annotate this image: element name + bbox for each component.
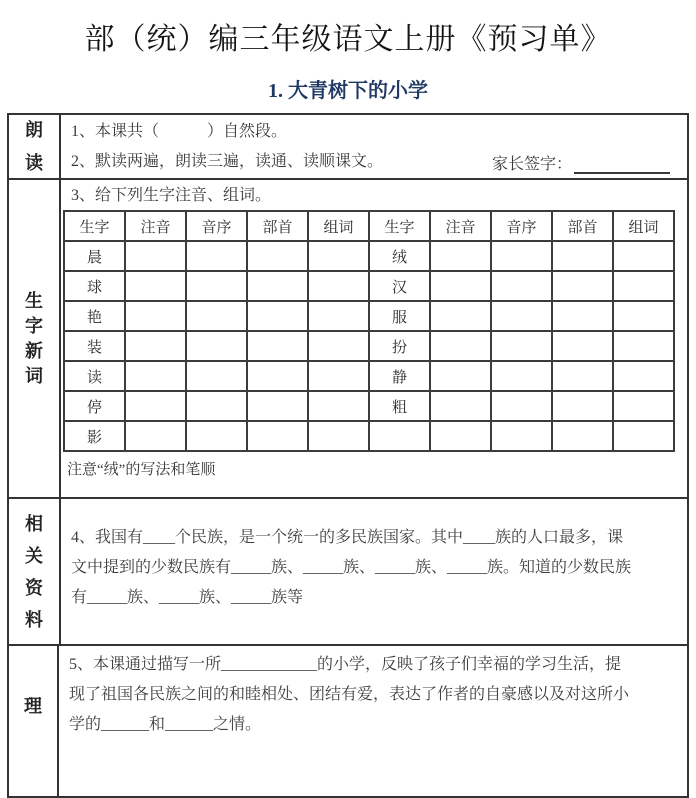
column-header: 注音 <box>430 211 491 241</box>
blank-fill-cell <box>491 391 552 421</box>
words-instruction: 3、给下列生字注音、组词。 <box>71 187 272 204</box>
lesson-subtitle: 1. 大青树下的小学 <box>268 80 428 102</box>
blank-fill-cell <box>369 421 430 451</box>
comprehension-content <box>59 646 687 796</box>
column-header: 注音 <box>125 211 186 241</box>
blank-fill-cell <box>491 331 552 361</box>
blank-fill-cell <box>308 361 369 391</box>
signature-blank-line <box>574 158 670 174</box>
blank-fill-cell <box>125 301 186 331</box>
blank-fill-cell <box>125 331 186 361</box>
text-line: 现了祖国各民族之间的和睦相处、团结有爱，表达了作者的自豪感以及对这所小 <box>69 686 630 703</box>
text-line: 4、我国有____个民族，是一个统一的多民族国家。其中____族的人口最多，课 <box>71 529 624 546</box>
blank-fill-cell <box>186 361 247 391</box>
text-line: 2、默读两遍，朗读三遍，读通、读顺课文。 <box>71 153 384 170</box>
blank-fill-cell <box>308 241 369 271</box>
column-header: 部首 <box>247 211 308 241</box>
blank-fill-cell <box>552 421 613 451</box>
blank-fill-cell <box>247 301 308 331</box>
row-label-new-words: 生字新词 <box>9 180 61 497</box>
comprehension-paragraph <box>59 646 687 740</box>
character-cell: 读 <box>64 361 125 391</box>
text-line: 1、本课共（ ）自然段。 <box>71 123 288 140</box>
blank-fill-cell <box>186 421 247 451</box>
character-cell: 停 <box>64 391 125 421</box>
blank-fill-cell <box>491 301 552 331</box>
new-words-content <box>61 180 687 497</box>
blank-fill-cell <box>491 241 552 271</box>
blank-fill-cell <box>430 241 491 271</box>
blank-fill-cell <box>125 241 186 271</box>
character-cell: 汉 <box>369 271 430 301</box>
blank-fill-cell <box>613 391 674 421</box>
row-comprehension <box>9 644 687 796</box>
table-row <box>64 271 674 301</box>
row-label-related-material: 相关资料 <box>9 499 61 644</box>
parent-signature <box>492 151 670 174</box>
text-line: 文中提到的少数民族有_____族、_____族、_____族、_____族。知道的少数民族 <box>71 559 632 576</box>
blank-fill-cell <box>613 421 674 451</box>
blank-fill-cell <box>613 361 674 391</box>
row-label-reading: 朗读 <box>9 115 61 178</box>
row-reading <box>9 115 687 178</box>
writing-note: 注意“绒”的写法和笔顺 <box>67 462 216 478</box>
blank-fill-cell <box>308 391 369 421</box>
blank-fill-cell <box>430 391 491 421</box>
table-row <box>64 331 674 361</box>
worksheet-table <box>7 113 689 798</box>
blank-fill-cell <box>430 331 491 361</box>
character-cell: 装 <box>64 331 125 361</box>
row-new-words <box>9 178 687 497</box>
blank-fill-cell <box>430 301 491 331</box>
signature-label: 家长签字： <box>492 156 573 173</box>
blank-fill-cell <box>125 391 186 421</box>
blank-fill-cell <box>552 241 613 271</box>
blank-fill-cell <box>308 421 369 451</box>
blank-fill-cell <box>186 301 247 331</box>
material-paragraph <box>61 499 687 613</box>
page-title: 部（统）编三年级语文上册《预习单》 <box>84 23 612 56</box>
blank-fill-cell <box>613 301 674 331</box>
blank-fill-cell <box>491 271 552 301</box>
blank-fill-cell <box>308 301 369 331</box>
character-cell: 艳 <box>64 301 125 331</box>
blank-fill-cell <box>186 391 247 421</box>
blank-fill-cell <box>552 331 613 361</box>
row-related-material <box>9 497 687 644</box>
blank-fill-cell <box>247 391 308 421</box>
column-header: 生字 <box>369 211 430 241</box>
character-cell: 晨 <box>64 241 125 271</box>
blank-fill-cell <box>491 421 552 451</box>
blank-fill-cell <box>613 331 674 361</box>
blank-fill-cell <box>552 301 613 331</box>
column-header: 组词 <box>308 211 369 241</box>
character-cell: 粗 <box>369 391 430 421</box>
blank-fill-cell <box>308 331 369 361</box>
character-cell: 球 <box>64 271 125 301</box>
blank-fill-cell <box>430 421 491 451</box>
blank-fill-cell <box>125 271 186 301</box>
blank-fill-cell <box>552 271 613 301</box>
blank-fill-cell <box>247 331 308 361</box>
blank-fill-cell <box>247 421 308 451</box>
blank-fill-cell <box>247 361 308 391</box>
blank-fill-cell <box>613 271 674 301</box>
blank-fill-cell <box>125 421 186 451</box>
blank-fill-cell <box>247 271 308 301</box>
character-cell: 扮 <box>369 331 430 361</box>
reading-content <box>61 115 687 178</box>
character-cell: 影 <box>64 421 125 451</box>
character-cell: 静 <box>369 361 430 391</box>
column-header: 音序 <box>491 211 552 241</box>
text-line: 5、本课通过描写一所____________的小学，反映了孩子们幸福的学习生活，提 <box>69 656 622 673</box>
blank-fill-cell <box>430 271 491 301</box>
row-label-comprehension: 理 <box>9 646 59 796</box>
column-header: 组词 <box>613 211 674 241</box>
blank-fill-cell <box>308 271 369 301</box>
related-material-content <box>61 499 687 644</box>
blank-fill-cell <box>491 361 552 391</box>
text-line: 有_____族、_____族、_____族等 <box>71 589 304 606</box>
text-line: 学的______和______之情。 <box>69 716 262 733</box>
column-header: 生字 <box>64 211 125 241</box>
column-header: 音序 <box>186 211 247 241</box>
table-row <box>64 241 674 271</box>
table-row <box>64 361 674 391</box>
character-cell: 绒 <box>369 241 430 271</box>
blank-fill-cell <box>125 361 186 391</box>
blank-fill-cell <box>186 241 247 271</box>
table-row <box>64 301 674 331</box>
character-cell: 服 <box>369 301 430 331</box>
blank-fill-cell <box>613 241 674 271</box>
column-header: 部首 <box>552 211 613 241</box>
blank-fill-cell <box>186 271 247 301</box>
table-row <box>64 421 674 451</box>
blank-fill-cell <box>430 361 491 391</box>
pinyin-word-table <box>63 210 675 452</box>
blank-fill-cell <box>186 331 247 361</box>
blank-fill-cell <box>552 361 613 391</box>
table-row <box>64 391 674 421</box>
blank-fill-cell <box>552 391 613 421</box>
blank-fill-cell <box>247 241 308 271</box>
